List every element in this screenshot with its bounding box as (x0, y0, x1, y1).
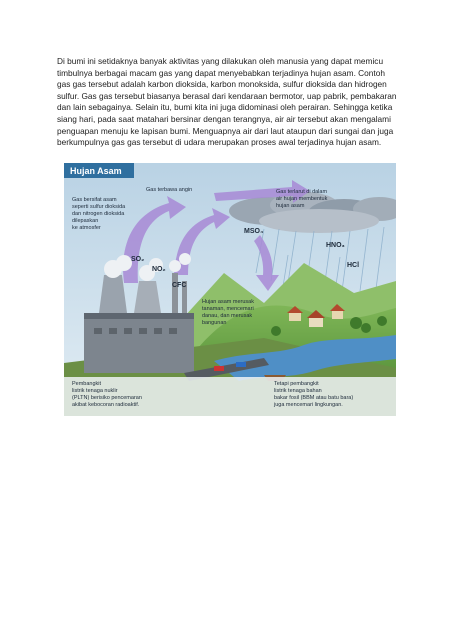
svg-text:hujan asam: hujan asam (276, 203, 305, 209)
svg-text:(PLTN) berisiko pencemaran: (PLTN) berisiko pencemaran (72, 395, 142, 401)
svg-text:Gas terlarut di dalam: Gas terlarut di dalam (276, 189, 328, 195)
paragraph-line: sulfur. Gas gas tersebut biasanya berasal dari kendaraan bermotor, uap pabrik, pembakaran (57, 90, 397, 101)
svg-text:seperti sulfur dioksida: seperti sulfur dioksida (72, 204, 126, 210)
car-icon (236, 362, 246, 367)
svg-text:Pembangkit: Pembangkit (72, 381, 102, 387)
mso4-label: MSO₄ (244, 228, 264, 235)
acid-rain-diagram (64, 163, 396, 416)
car-icon (214, 366, 224, 371)
svg-text:Tetapi pembangkit: Tetapi pembangkit (274, 381, 319, 387)
svg-text:akibat kebocoran radioaktif.: akibat kebocoran radioaktif. (72, 402, 140, 408)
so2-label: SO₂ (131, 256, 145, 263)
svg-text:danau, dan merusak: danau, dan merusak (202, 313, 253, 319)
hno3-label: HNO₃ (326, 242, 345, 249)
svg-text:listrik tenaga bahan: listrik tenaga bahan (274, 388, 322, 394)
svg-text:dan nitrogen dioksida: dan nitrogen dioksida (72, 211, 125, 217)
svg-text:air hujan membentuk: air hujan membentuk (276, 196, 328, 202)
cfc-label: CFC (172, 282, 187, 289)
svg-text:bakar fosil (BBM atau batu bar: bakar fosil (BBM atau batu bara) (274, 395, 354, 401)
svg-text:ke atmosfer: ke atmosfer (72, 225, 101, 231)
no2-label: NO₂ (152, 266, 166, 273)
paragraph-line: dan lain sebagainya. Selain itu, bumi kita ini juga didominasi oleh perairan. Sehingga ketika (57, 102, 393, 113)
body-paragraph (57, 56, 419, 149)
paragraph-line: siang hari, pada saat matahari bersinar dengan terangnya, air air tersebut akan mengalami (57, 113, 391, 124)
hcl-label: HCl (347, 262, 360, 269)
paragraph-line: berkumpulnya gas gas tersebut di udara merupakan proses awal terjadinya hujan asam. (57, 137, 382, 148)
svg-text:Gas bersifat asam: Gas bersifat asam (72, 197, 117, 203)
acid-rain-illustration (64, 163, 396, 416)
svg-text:listrik tenaga nuklir: listrik tenaga nuklir (72, 388, 118, 394)
svg-text:Hujan asam merusak: Hujan asam merusak (202, 299, 254, 305)
paragraph-line: penguapan menuju ke lapisan bumi. Menguapnya air dari laut ataupun dari sungai dan juga (57, 125, 394, 136)
svg-text:bangunan: bangunan (202, 320, 227, 326)
wind-caption: Gas terbawa angin (146, 187, 193, 193)
paragraph-line: gas gas tersebut adalah karbon dioksida, karbon monoksida, sulfur dioksida dan hidrogen (57, 79, 387, 90)
paragraph-line: timbulnya berbagai macam gas yang dapat menyebabkan terjadinya hujan asam. Contoh (57, 67, 385, 78)
svg-text:tanaman, mencemari: tanaman, mencemari (202, 306, 254, 312)
svg-text:dilepaskan: dilepaskan (72, 218, 99, 224)
paragraph-line: Di bumi ini setidaknya banyak aktivitas yang dilakukan oleh manusia yang dapat memicu (57, 56, 384, 66)
svg-text:juga mencemari lingkungan.: juga mencemari lingkungan. (274, 402, 343, 408)
figure-title: Hujan Asam (70, 166, 122, 176)
